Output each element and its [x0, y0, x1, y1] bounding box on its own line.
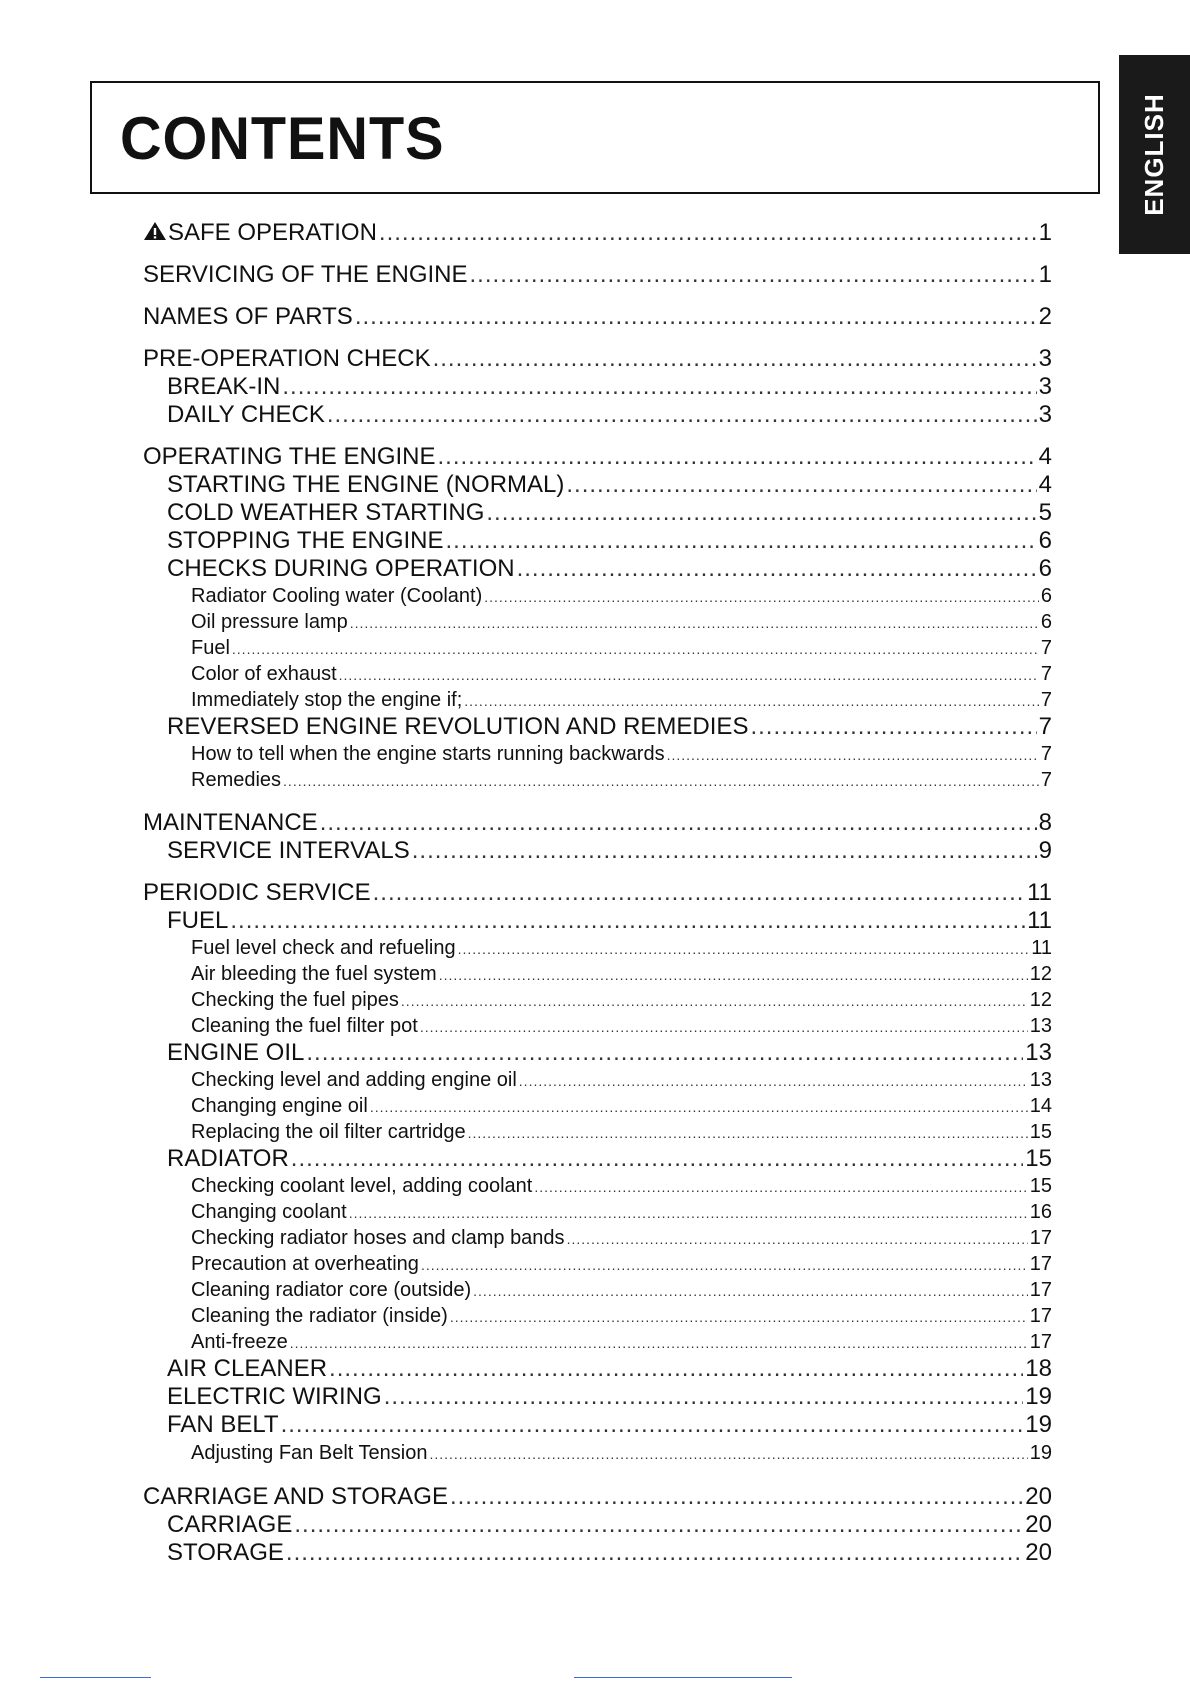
toc-entry-label [191, 1202, 347, 1222]
dot-leader [401, 994, 1028, 1008]
toc-entry[interactable] [191, 744, 1052, 764]
toc-entry-label [191, 1306, 448, 1326]
toc-entry-text: SERVICING OF THE ENGINE [143, 261, 468, 288]
toc-entry[interactable] [167, 473, 1052, 497]
toc-entry[interactable] [167, 1147, 1052, 1171]
toc-entry-page: 13 [1029, 1015, 1052, 1037]
toc-entry-page: 13 [1029, 1069, 1052, 1091]
toc-entry-label [191, 690, 462, 710]
toc-entry-text: NAMES OF PARTS [143, 303, 353, 330]
toc-entry-label [191, 1016, 418, 1036]
toc-entry-text: STORAGE [167, 1539, 284, 1566]
toc-entry-label [167, 1041, 304, 1065]
toc-entry[interactable] [191, 990, 1052, 1010]
dot-leader [282, 375, 1036, 399]
toc-entry-label [167, 839, 410, 863]
toc-entry-label [143, 221, 377, 245]
toc-entry-page: 1 [1038, 261, 1052, 288]
dot-leader [283, 774, 1039, 788]
toc-entry-label [191, 1096, 368, 1116]
toc-entry-page: 14 [1029, 1095, 1052, 1117]
dot-leader [421, 1258, 1028, 1272]
toc-entry-text: SERVICE INTERVALS [167, 837, 410, 864]
toc-entry[interactable] [143, 1485, 1052, 1509]
toc-entry[interactable] [191, 612, 1052, 632]
toc-entry-label [191, 938, 456, 958]
toc-entry-page: 7 [1040, 769, 1052, 791]
toc-entry-label [191, 1280, 471, 1300]
dot-leader [486, 501, 1036, 525]
toc-entry-label [143, 881, 371, 905]
toc-entry[interactable] [143, 305, 1052, 329]
toc-entry-text: SAFE OPERATION [168, 219, 377, 246]
toc-entry[interactable] [167, 715, 1052, 739]
toc-entry-text: DAILY CHECK [167, 401, 325, 428]
dot-leader [329, 1357, 1023, 1381]
toc-entry-label [191, 586, 482, 606]
dot-leader [446, 529, 1037, 553]
toc-entry-text: AIR CLEANER [167, 1355, 328, 1382]
toc-entry-label [167, 403, 325, 427]
toc-entry-page: 4 [1038, 471, 1052, 498]
dot-leader [232, 642, 1039, 656]
dot-leader [567, 1232, 1028, 1246]
dot-leader [412, 839, 1037, 863]
toc-entry-page: 3 [1038, 373, 1052, 400]
dot-leader [349, 1206, 1028, 1220]
toc-entry[interactable] [143, 445, 1052, 469]
toc-entry-label [191, 1122, 466, 1142]
toc-entry-text: Checking the fuel pipes [191, 989, 399, 1011]
dot-leader [350, 616, 1039, 630]
toc-entry[interactable] [191, 638, 1052, 658]
toc-entry-page: 2 [1038, 303, 1052, 330]
toc-entry-text: Air bleeding the fuel system [191, 963, 437, 985]
toc-entry-page: 6 [1038, 527, 1052, 554]
toc-entry-page: 18 [1025, 1355, 1052, 1382]
toc-entry[interactable] [191, 1070, 1052, 1090]
toc-entry-text: Cleaning the fuel filter pot [191, 1015, 418, 1037]
toc-entry-page: 9 [1038, 837, 1052, 864]
toc-entry-page: 19 [1025, 1411, 1052, 1438]
dot-leader [484, 590, 1039, 604]
toc-entry-label [167, 501, 484, 525]
toc-entry[interactable] [167, 1041, 1052, 1065]
toc-entry-text: Changing engine oil [191, 1095, 368, 1117]
toc-entry-page: 17 [1029, 1279, 1052, 1301]
toc-entry-label [191, 990, 399, 1010]
toc-entry[interactable] [191, 664, 1052, 684]
toc-entry[interactable] [191, 586, 1052, 606]
toc-entry-page: 12 [1029, 989, 1052, 1011]
dot-leader [339, 668, 1039, 682]
dot-leader [450, 1310, 1028, 1324]
toc-entry-text: RADIATOR [167, 1145, 289, 1172]
toc-entry-text: Oil pressure lamp [191, 611, 348, 633]
dot-leader [470, 263, 1037, 287]
toc-entry-text: COLD WEATHER STARTING [167, 499, 485, 526]
toc-entry-text: Checking coolant level, adding coolant [191, 1175, 533, 1197]
toc-entry-text: ELECTRIC WIRING [167, 1383, 382, 1410]
toc-entry[interactable] [191, 964, 1052, 984]
dot-leader [429, 1447, 1027, 1461]
toc-entry-label [191, 1070, 517, 1090]
toc-entry-label [167, 1513, 292, 1537]
dot-leader [458, 942, 1030, 956]
toc-entry-page: 7 [1040, 637, 1052, 659]
toc-entry[interactable] [191, 690, 1052, 710]
toc-entry-text: OPERATING THE ENGINE [143, 443, 436, 470]
toc-entry-text: Cleaning the radiator (inside) [191, 1305, 448, 1327]
dot-leader [384, 1385, 1024, 1409]
toc-entry[interactable] [143, 811, 1052, 835]
toc-entry-text: Color of exhaust [191, 663, 337, 685]
toc-entry-label [143, 263, 468, 287]
dot-leader [468, 1126, 1028, 1140]
toc-entry-label [167, 1541, 284, 1565]
dot-leader [306, 1041, 1023, 1065]
toc-entry-page: 3 [1038, 345, 1052, 372]
toc-entry-label [191, 1332, 288, 1352]
toc-entry-text: Fuel level check and refueling [191, 937, 456, 959]
toc-entry-label [191, 638, 230, 658]
dot-leader [473, 1284, 1028, 1298]
toc-entry-label [167, 1413, 279, 1437]
page-title: CONTENTS [120, 105, 445, 172]
dot-leader [464, 694, 1039, 708]
toc-entry[interactable] [191, 1176, 1052, 1196]
toc-entry-label [191, 612, 348, 632]
dot-leader [290, 1336, 1028, 1350]
toc-entry-text: Checking level and adding engine oil [191, 1069, 517, 1091]
toc-entry-page: 20 [1025, 1483, 1052, 1510]
toc-entry-page: 16 [1029, 1201, 1052, 1223]
toc-entry[interactable] [167, 1413, 1052, 1437]
dot-leader [439, 968, 1028, 982]
toc-entry-label [143, 445, 436, 469]
toc-entry-text: FUEL [167, 907, 229, 934]
toc-entry-page: 17 [1029, 1305, 1052, 1327]
toc-entry-label [143, 347, 431, 371]
toc-entry-label [167, 557, 515, 581]
dot-leader [320, 811, 1037, 835]
toc-entry-text: Changing coolant [191, 1201, 347, 1223]
toc-entry-text: REVERSED ENGINE REVOLUTION AND REMEDIES [167, 713, 749, 740]
toc-entry-page: 7 [1040, 663, 1052, 685]
toc-entry-text: Fuel [191, 637, 230, 659]
dot-leader [355, 305, 1037, 329]
dot-leader [291, 1147, 1024, 1171]
toc-entry[interactable] [191, 1228, 1052, 1248]
toc-entry[interactable] [191, 1306, 1052, 1326]
toc-entry-text: MAINTENANCE [143, 809, 318, 836]
toc-entry-text: Cleaning radiator core (outside) [191, 1279, 472, 1301]
toc-entry-page: 12 [1029, 963, 1052, 985]
dot-leader [420, 1020, 1028, 1034]
toc-entry-page: 20 [1025, 1511, 1052, 1538]
toc-entry-label [167, 1357, 327, 1381]
toc-entry-text: CARRIAGE AND STORAGE [143, 1483, 448, 1510]
toc-entry-page: 17 [1029, 1331, 1052, 1353]
toc-entry-text: PRE-OPERATION CHECK [143, 345, 431, 372]
toc-entry-label [143, 1485, 448, 1509]
toc-entry-text: CHECKS DURING OPERATION [167, 555, 515, 582]
toc-entry[interactable] [191, 1280, 1052, 1300]
dot-leader [750, 715, 1036, 739]
toc-entry-page: 20 [1025, 1539, 1052, 1566]
toc-entry[interactable] [191, 770, 1052, 790]
toc-entry[interactable] [167, 1513, 1052, 1537]
toc-entry[interactable] [191, 1443, 1052, 1463]
toc-entry-label [143, 811, 318, 835]
toc-entry-text: Anti-freeze [191, 1331, 288, 1353]
toc-entry-label [167, 473, 564, 497]
toc-entry-page: 7 [1040, 743, 1052, 765]
toc-entry-text: FAN BELT [167, 1411, 279, 1438]
toc-entry[interactable] [167, 839, 1052, 863]
toc-entry-page: 15 [1025, 1145, 1052, 1172]
toc-entry[interactable] [143, 263, 1052, 287]
toc-entry-label [191, 964, 437, 984]
dot-leader [370, 1100, 1028, 1114]
toc-entry-text: BREAK-IN [167, 373, 281, 400]
toc-entry-text: PERIODIC SERVICE [143, 879, 371, 906]
toc-entry-page: 3 [1038, 401, 1052, 428]
toc-entry-page: 11 [1027, 907, 1052, 934]
dot-leader [438, 445, 1037, 469]
toc-entry-page: 17 [1029, 1253, 1052, 1275]
dot-leader [327, 403, 1037, 427]
toc-entry-page: 17 [1029, 1227, 1052, 1249]
toc-entry-page: 6 [1040, 611, 1052, 633]
toc-entry-text: Immediately stop the engine if; [191, 689, 463, 711]
toc-entry-text: Replacing the oil filter cartridge [191, 1121, 466, 1143]
toc-entry[interactable] [191, 1202, 1052, 1222]
toc-entry-label [191, 664, 337, 684]
toc-entry-label [167, 909, 228, 933]
toc-entry-page: 5 [1038, 499, 1052, 526]
toc-entry-label [191, 744, 665, 764]
toc-entry[interactable] [167, 375, 1052, 399]
toc-entry-label [191, 770, 281, 790]
toc-entry[interactable] [191, 938, 1052, 958]
footer-link-left[interactable] [40, 1677, 151, 1678]
dot-leader [230, 909, 1025, 933]
toc-entry[interactable] [191, 1332, 1052, 1352]
toc-entry-page: 19 [1025, 1383, 1052, 1410]
toc-entry[interactable] [143, 221, 1052, 245]
dot-leader [281, 1413, 1024, 1437]
toc-entry-text: Remedies [191, 769, 282, 791]
toc-entry[interactable] [167, 403, 1052, 427]
toc-entry-page: 15 [1029, 1175, 1052, 1197]
toc-entry-text: STOPPING THE ENGINE [167, 527, 444, 554]
toc-entry[interactable] [167, 501, 1052, 525]
toc-entry[interactable] [167, 1385, 1052, 1409]
language-tab-label: ENGLISH [1139, 93, 1170, 216]
toc-entry-page: 19 [1029, 1442, 1052, 1464]
toc-entry[interactable] [143, 881, 1052, 905]
toc-entry-text: CARRIAGE [167, 1511, 293, 1538]
dot-leader [534, 1180, 1027, 1194]
toc-entry-page: 11 [1027, 879, 1052, 906]
toc-entry[interactable] [143, 347, 1052, 371]
toc-entry-text: Checking radiator hoses and clamp bands [191, 1227, 565, 1249]
toc-entry-label [191, 1228, 565, 1248]
toc-entry[interactable] [191, 1122, 1052, 1142]
toc-entry-label [143, 305, 353, 329]
dot-leader [566, 473, 1036, 497]
toc-entry-page: 7 [1038, 713, 1052, 740]
toc-entry-label [191, 1443, 427, 1463]
toc-entry[interactable] [167, 1541, 1052, 1565]
toc-entry-label [191, 1176, 532, 1196]
toc-entry-page: 11 [1031, 937, 1052, 959]
toc-entry[interactable] [191, 1254, 1052, 1274]
footer-link-center[interactable] [574, 1677, 792, 1678]
toc-entry-page: 1 [1038, 219, 1052, 246]
toc-entry[interactable] [167, 1357, 1052, 1381]
dot-leader [450, 1485, 1023, 1509]
toc-entry[interactable] [167, 557, 1052, 581]
toc-entry-page: 7 [1040, 689, 1052, 711]
toc-entry-label [191, 1254, 419, 1274]
dot-leader [379, 221, 1037, 245]
toc-entry-label [167, 529, 444, 553]
toc-entry-text: Adjusting Fan Belt Tension [191, 1442, 428, 1464]
toc-entry[interactable] [167, 529, 1052, 553]
toc-entry-page: 15 [1029, 1121, 1052, 1143]
dot-leader [517, 557, 1037, 581]
toc-entry-text: Precaution at overheating [191, 1253, 419, 1275]
dot-leader [294, 1513, 1023, 1537]
dot-leader [433, 347, 1037, 371]
toc-entry-page: 4 [1038, 443, 1052, 470]
toc-entry-label [167, 375, 280, 399]
toc-entry-label [167, 1385, 382, 1409]
dot-leader [667, 748, 1039, 762]
toc-entry-text: Radiator Cooling water (Coolant) [191, 585, 483, 607]
toc-entry-page: 6 [1038, 555, 1052, 582]
toc-entry[interactable] [191, 1096, 1052, 1116]
toc-entry-label [167, 715, 748, 739]
toc-entry-page: 8 [1038, 809, 1052, 836]
toc-entry-page: 13 [1025, 1039, 1052, 1066]
toc-entry-text: ENGINE OIL [167, 1039, 305, 1066]
toc-entry-text: How to tell when the engine starts running backwards [191, 743, 665, 765]
dot-leader [286, 1541, 1023, 1565]
toc-entry-text: STARTING THE ENGINE (NORMAL) [167, 471, 565, 498]
toc-entry-label [167, 1147, 289, 1171]
dot-leader [519, 1074, 1028, 1088]
toc-entry-page: 6 [1040, 585, 1052, 607]
toc-entry[interactable] [167, 909, 1052, 933]
toc-entry[interactable] [191, 1016, 1052, 1036]
dot-leader [373, 881, 1025, 905]
warning-triangle-icon [143, 221, 167, 241]
